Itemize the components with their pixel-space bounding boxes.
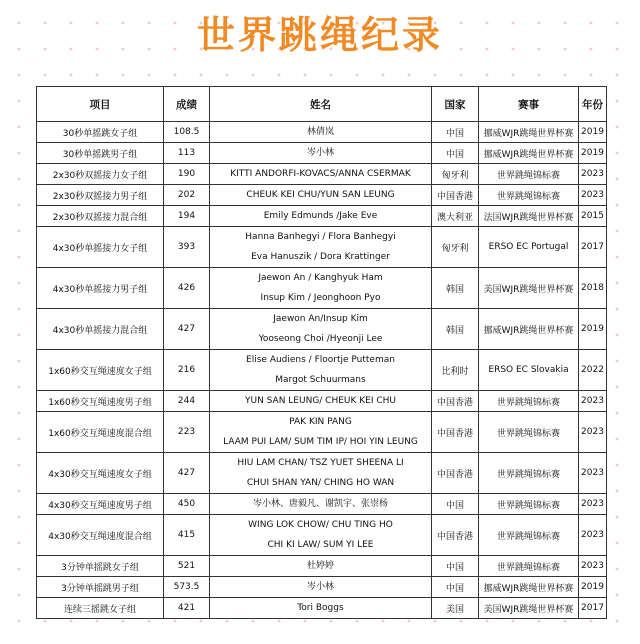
cell-event: 世界跳绳锦标赛 — [479, 164, 579, 185]
cell-score: 426 — [164, 268, 210, 309]
athlete-name: CHI KI LAW/ SUM YI LEE — [267, 540, 374, 550]
cell-score: 194 — [164, 206, 210, 227]
athlete-name: Eva Hanuszik / Dora Krattinger — [251, 252, 390, 262]
cell-year: 2023 — [579, 453, 607, 494]
athlete-name: 杜婷婷 — [306, 561, 334, 571]
cell-country: 中国香港 — [432, 515, 479, 556]
header-project: 项目 — [37, 87, 164, 122]
cell-project: 1x60秒交互绳速度混合组 — [37, 412, 164, 453]
cell-score: 202 — [164, 185, 210, 206]
cell-country: 比利时 — [432, 350, 479, 391]
cell-name — [210, 227, 432, 268]
table-row — [37, 227, 607, 268]
cell-project: 4x30秒单摇接力男子组 — [37, 268, 164, 309]
cell-country: 中国香港 — [432, 391, 479, 412]
cell-event: ERSO EC Slovakia — [479, 350, 579, 391]
cell-name — [210, 598, 432, 619]
table-row — [37, 164, 607, 185]
cell-project: 1x60秒交互绳速度女子组 — [37, 350, 164, 391]
header-event: 赛事 — [479, 87, 579, 122]
table-row — [37, 350, 607, 391]
cell-name — [210, 143, 432, 164]
cell-name — [210, 122, 432, 143]
cell-score: 244 — [164, 391, 210, 412]
cell-score: 190 — [164, 164, 210, 185]
cell-project: 4x30秒交互绳速度混合组 — [37, 515, 164, 556]
cell-project: 3分钟单摇跳男子组 — [37, 577, 164, 598]
table-row — [37, 206, 607, 227]
cell-year: 2023 — [579, 412, 607, 453]
header-score: 成绩 — [164, 87, 210, 122]
cell-score: 223 — [164, 412, 210, 453]
cell-country: 韩国 — [432, 268, 479, 309]
cell-year: 2023 — [579, 391, 607, 412]
cell-country: 澳大利亚 — [432, 206, 479, 227]
cell-event: ERSO EC Portugal — [479, 227, 579, 268]
athlete-name: PAK KIN PANG — [289, 417, 352, 427]
athlete-name: 林倩岚 — [306, 127, 334, 137]
cell-country: 美国 — [432, 598, 479, 619]
cell-event: 世界跳绳锦标赛 — [479, 391, 579, 412]
page-title: 世界跳绳纪录 — [196, 13, 443, 57]
athlete-name: WING LOK CHOW/ CHU TING HO — [248, 520, 393, 530]
cell-country: 中国香港 — [432, 185, 479, 206]
cell-score: 450 — [164, 494, 210, 515]
cell-year: 2023 — [579, 556, 607, 577]
athlete-name: KITTI ANDORFI-KOVACS/ANNA CSERMAK — [230, 169, 411, 179]
cell-project: 2x30秒双摇接力混合组 — [37, 206, 164, 227]
cell-country: 中国香港 — [432, 453, 479, 494]
cell-name — [210, 309, 432, 350]
header-name: 姓名 — [210, 87, 432, 122]
cell-event: 世界跳绳锦标赛 — [479, 453, 579, 494]
cell-name — [210, 185, 432, 206]
table-row — [37, 453, 607, 494]
cell-country: 中国 — [432, 122, 479, 143]
cell-project: 4x30秒单摇接力混合组 — [37, 309, 164, 350]
athlete-name: Yooseong Choi /Hyeonji Lee — [258, 334, 383, 344]
cell-score: 421 — [164, 598, 210, 619]
cell-year: 2015 — [579, 206, 607, 227]
records-table — [36, 86, 607, 619]
athlete-name: Jaewon An/Insup Kim — [273, 314, 368, 324]
cell-country: 匈牙利 — [432, 164, 479, 185]
athlete-name: Margot Schuurmans — [275, 375, 366, 385]
athlete-name: 岑小林 — [306, 582, 334, 592]
table-row — [37, 185, 607, 206]
cell-event: 挪威WJR跳绳世界杯赛 — [479, 577, 579, 598]
cell-event: 挪威WJR跳绳世界杯赛 — [479, 309, 579, 350]
cell-score: 108.5 — [164, 122, 210, 143]
cell-event: 挪威WJR跳绳世界杯赛 — [479, 122, 579, 143]
athlete-name: CHEUK KEI CHU/YUN SAN LEUNG — [246, 190, 395, 200]
table-row — [37, 143, 607, 164]
cell-event: 世界跳绳锦标赛 — [479, 185, 579, 206]
table-header-row — [37, 87, 607, 122]
cell-name — [210, 268, 432, 309]
cell-name — [210, 350, 432, 391]
cell-name — [210, 494, 432, 515]
cell-event: 世界跳绳锦标赛 — [479, 412, 579, 453]
athlete-name: 岑小林 — [306, 148, 334, 158]
cell-event: 美国WJR跳绳世界杯赛 — [479, 598, 579, 619]
cell-name — [210, 164, 432, 185]
cell-country: 匈牙利 — [432, 227, 479, 268]
athlete-name: Hanna Banhegyi / Flora Banhegyi — [245, 232, 396, 242]
cell-project: 2x30秒双摇接力女子组 — [37, 164, 164, 185]
cell-event: 世界跳绳锦标赛 — [479, 515, 579, 556]
records-body — [37, 122, 607, 619]
cell-name — [210, 515, 432, 556]
cell-score: 427 — [164, 309, 210, 350]
cell-year: 2023 — [579, 494, 607, 515]
table-row — [37, 494, 607, 515]
table-row — [37, 598, 607, 619]
cell-year: 2019 — [579, 143, 607, 164]
cell-name — [210, 391, 432, 412]
table-row — [37, 577, 607, 598]
cell-country: 中国 — [432, 494, 479, 515]
cell-name — [210, 453, 432, 494]
cell-year: 2023 — [579, 185, 607, 206]
cell-year: 2019 — [579, 122, 607, 143]
cell-year: 2022 — [579, 350, 607, 391]
cell-year: 2019 — [579, 577, 607, 598]
athlete-name: Emily Edmunds /Jake Eve — [263, 211, 378, 221]
cell-project: 30秒单摇跳男子组 — [37, 143, 164, 164]
cell-year: 2017 — [579, 598, 607, 619]
athlete-name: Elise Audiens / Floortje Putteman — [246, 355, 395, 365]
athlete-name: Tori Boggs — [297, 603, 344, 613]
cell-project: 1x60秒交互绳速度男子组 — [37, 391, 164, 412]
cell-event: 挪威WJR跳绳世界杯赛 — [479, 143, 579, 164]
cell-score: 427 — [164, 453, 210, 494]
cell-year: 2017 — [579, 227, 607, 268]
athlete-name: Jaewon An / Kanghyuk Ham — [258, 273, 383, 283]
cell-project: 2x30秒双摇接力男子组 — [37, 185, 164, 206]
cell-event: 世界跳绳锦标赛 — [479, 556, 579, 577]
table-row — [37, 268, 607, 309]
table-row — [37, 309, 607, 350]
cell-score: 521 — [164, 556, 210, 577]
cell-score: 573.5 — [164, 577, 210, 598]
cell-country: 中国 — [432, 577, 479, 598]
cell-country: 中国香港 — [432, 412, 479, 453]
cell-project: 4x30秒交互绳速度男子组 — [37, 494, 164, 515]
cell-score: 216 — [164, 350, 210, 391]
cell-event: 世界跳绳锦标赛 — [479, 494, 579, 515]
cell-event: 美国WJR跳绳世界杯赛 — [479, 268, 579, 309]
cell-project: 4x30秒交互绳速度女子组 — [37, 453, 164, 494]
cell-event: 法国WJR跳绳世界杯赛 — [479, 206, 579, 227]
cell-score: 113 — [164, 143, 210, 164]
cell-name — [210, 577, 432, 598]
cell-year: 2023 — [579, 515, 607, 556]
cell-year: 2023 — [579, 164, 607, 185]
cell-score: 415 — [164, 515, 210, 556]
athlete-name: HIU LAM CHAN/ TSZ YUET SHEENA LI — [237, 458, 404, 468]
athlete-name: 岑小林、唐毅凡、谢凯宇、张崇杨 — [252, 499, 388, 509]
athlete-name: CHUI SHAN YAN/ CHING HO WAN — [246, 478, 395, 488]
athlete-name: LAAM PUI LAM/ SUM TIM IP/ HOI YIN LEUNG — [223, 437, 418, 447]
table-row — [37, 556, 607, 577]
cell-name — [210, 206, 432, 227]
header-country: 国家 — [432, 87, 479, 122]
cell-score: 393 — [164, 227, 210, 268]
table-row — [37, 515, 607, 556]
cell-project: 30秒单摇跳女子组 — [37, 122, 164, 143]
cell-name — [210, 412, 432, 453]
table-row — [37, 412, 607, 453]
cell-project: 4x30秒单摇接力女子组 — [37, 227, 164, 268]
header-year: 年份 — [579, 87, 607, 122]
cell-name — [210, 556, 432, 577]
cell-country: 中国 — [432, 556, 479, 577]
table-row — [37, 122, 607, 143]
table-row — [37, 391, 607, 412]
cell-project: 连续三摇跳女子组 — [37, 598, 164, 619]
cell-project: 3分钟单摇跳女子组 — [37, 556, 164, 577]
athlete-name: Insup Kim / Jeonghoon Pyo — [260, 293, 381, 303]
cell-year: 2019 — [579, 309, 607, 350]
cell-country: 中国 — [432, 143, 479, 164]
cell-country: 韩国 — [432, 309, 479, 350]
athlete-name: YUN SAN LEUNG/ CHEUK KEI CHU — [244, 396, 397, 406]
cell-year: 2018 — [579, 268, 607, 309]
